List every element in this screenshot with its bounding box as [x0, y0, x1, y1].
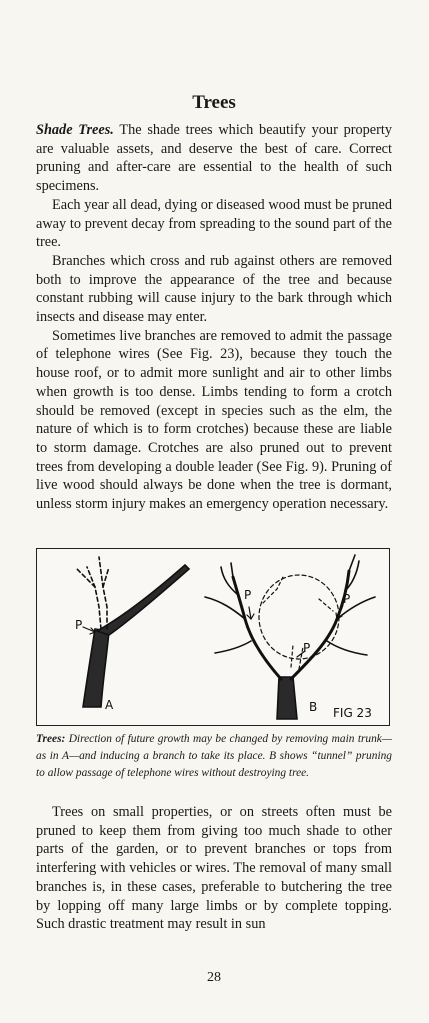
paragraph-dead-wood: Each year all dead, dying or diseased wood must be pruned away to prevent decay from spreading to the sound part of the tree. — [36, 196, 392, 251]
page-title: Trees — [192, 92, 236, 113]
tree-a-prune-label: P — [75, 618, 83, 632]
tree-b-label: B — [309, 700, 318, 714]
paragraph-live-branches: Sometimes live branches are removed to admit the passage of telephone wires (See Fig. 23), because they touch the house roof, or to admit more sunlight and air to other limbs when growth is too dense. Limbs tending to form a crotch should be removed (except in species such as the elm, the nature of which is to form crotches) because these are liable to storm damage. Crotches are also pruned out to prevent trees from developing a double leader (See Fig. 9). Pruning of live wood should always be done when the tree is dormant, unless storm injury makes an emergency operation necessary. — [36, 327, 392, 513]
tree-b-prune-label-center: P — [303, 641, 311, 655]
figure-23 — [36, 548, 390, 726]
caption-text: Direction of future growth may be changed by removing main trunk—as in A—and inducing a branch to take its place. B shows “tunnel” pruning to allow passage of telephone wires without destroying tree. — [36, 733, 392, 779]
tree-b-prune-label-right: P — [343, 592, 351, 606]
figure-number: FIG 23 — [333, 706, 372, 720]
tree-a-trunk — [83, 629, 109, 707]
paragraph-intro — [36, 121, 392, 196]
page-number: 28 — [207, 970, 221, 985]
section-lead: Shade Trees. — [36, 122, 114, 138]
small-properties-section — [36, 803, 392, 934]
tree-a-label: A — [105, 698, 114, 712]
caption-lead: Trees: — [36, 733, 66, 745]
paragraph-crossing-branches: Branches which cross and rub against others are removed both to improve the appearance of the tree and because constant rubbing will cause injury to the bark through which insects and disease may enter. — [36, 252, 392, 326]
tree-pruning-illustration — [37, 549, 389, 725]
tree-a-removed-leader — [87, 567, 101, 629]
shade-trees-section — [36, 121, 392, 514]
tree-a-branch — [97, 565, 189, 635]
tunnel-outline — [259, 575, 339, 659]
figure-caption — [36, 731, 392, 781]
paragraph-intro-text: The shade trees which beautify your property are valuable assets, and deserve the best of care. Correct pruning and after-care are essential to the health of such specimens. — [36, 122, 393, 195]
tree-b-trunk — [277, 677, 297, 719]
tree-b-prune-label-left: P — [244, 588, 252, 602]
paragraph-small-properties: Trees on small properties, or on streets often must be pruned to keep them from giving too much shade to other parts of the garden, or to prevent branches or tops from interfering with vehicles or wires. The removal of many small branches is, in these cases, preferable to butchering the tree by lopping off many large limbs or by complete topping. Such drastic treatment may result in sun — [36, 804, 392, 933]
